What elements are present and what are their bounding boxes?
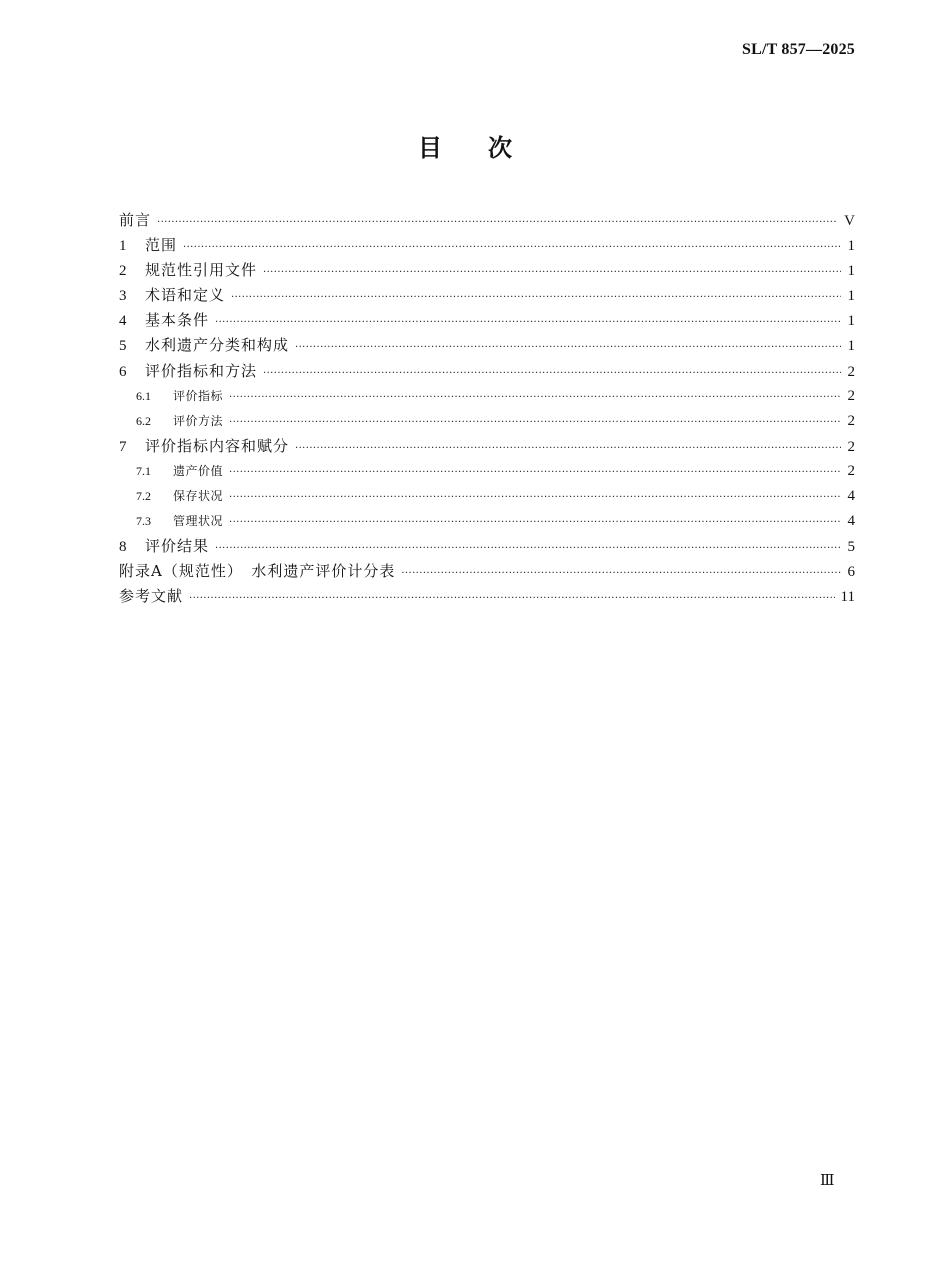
leader-dots bbox=[229, 485, 841, 510]
toc-entry-number: 7.1 bbox=[136, 463, 151, 478]
toc-entry-label: 前言 bbox=[119, 211, 152, 229]
toc-entry-label: 管理状况 bbox=[173, 514, 224, 529]
leader-dots bbox=[263, 260, 841, 285]
leader-dots bbox=[215, 310, 841, 335]
toc-entry-number: 7.3 bbox=[136, 514, 151, 529]
toc-entry-6-2[interactable] bbox=[119, 409, 855, 434]
toc-entry-7-3[interactable] bbox=[119, 509, 855, 534]
toc-entry-page: 1 bbox=[847, 263, 855, 280]
leader-dots bbox=[295, 335, 841, 360]
toc-entry-number: 6.2 bbox=[136, 413, 151, 428]
toc-entry-label: 遗产价值 bbox=[173, 463, 224, 478]
toc-entry-page: 2 bbox=[847, 387, 855, 404]
toc-entry-page: 1 bbox=[847, 338, 855, 355]
toc-entry-number: 5 bbox=[119, 338, 127, 355]
leader-dots bbox=[183, 235, 841, 260]
toc-entry-page: 2 bbox=[847, 462, 855, 479]
toc-entry-page: 2 bbox=[847, 438, 855, 455]
toc-entry-page: 1 bbox=[847, 313, 855, 330]
leader-dots bbox=[229, 385, 841, 410]
toc-entry-number: 7.2 bbox=[136, 489, 151, 504]
toc-entry-page: 4 bbox=[847, 513, 855, 530]
document-code: SL/T 857—2025 bbox=[742, 41, 855, 58]
toc-entry-2[interactable] bbox=[119, 258, 855, 283]
toc-entry-label: 评价指标和方法 bbox=[145, 361, 258, 380]
toc-entry-label: 评价指标 bbox=[173, 388, 224, 403]
toc-entry-5[interactable] bbox=[119, 333, 855, 358]
leader-dots bbox=[295, 436, 841, 461]
toc-entry-7[interactable] bbox=[119, 434, 855, 459]
table-of-contents bbox=[119, 208, 855, 610]
toc-entry-page: 1 bbox=[847, 288, 855, 305]
toc-entry-label: 范围 bbox=[145, 236, 178, 255]
toc-entry-number: 6 bbox=[119, 363, 127, 380]
toc-entry-label: 水利遗产分类和构成 bbox=[145, 336, 290, 355]
toc-entry-4[interactable] bbox=[119, 308, 855, 333]
toc-entry-page: 6 bbox=[847, 564, 855, 581]
leader-dots bbox=[189, 586, 835, 611]
toc-entry-number: 3 bbox=[119, 288, 127, 305]
leader-dots bbox=[401, 561, 841, 586]
toc-entry-label: 基本条件 bbox=[145, 311, 210, 330]
toc-entry-page: 11 bbox=[840, 589, 855, 606]
page-title: 目次 bbox=[418, 134, 558, 162]
toc-entry-number: 8 bbox=[119, 539, 127, 556]
toc-entry-foreword[interactable] bbox=[119, 208, 855, 233]
toc-entry-7-2[interactable] bbox=[119, 484, 855, 509]
toc-entry-label: 术语和定义 bbox=[145, 286, 226, 305]
leader-dots bbox=[229, 510, 841, 535]
toc-entry-label: 保存状况 bbox=[173, 489, 224, 504]
toc-entry-3[interactable] bbox=[119, 283, 855, 308]
toc-entry-number: 6.1 bbox=[136, 388, 151, 403]
toc-entry-appendix-a[interactable] bbox=[119, 559, 855, 584]
toc-entry-page: 4 bbox=[847, 488, 855, 505]
page-number: Ⅲ bbox=[820, 1173, 835, 1189]
leader-dots bbox=[157, 210, 838, 235]
leader-dots bbox=[263, 361, 841, 386]
toc-entry-label: 附录A（规范性） 水利遗产评价计分表 bbox=[119, 562, 396, 581]
toc-entry-page: V bbox=[844, 213, 855, 229]
toc-entry-page: 1 bbox=[847, 238, 855, 255]
leader-dots bbox=[229, 410, 841, 435]
leader-dots bbox=[231, 285, 841, 310]
toc-entry-number: 2 bbox=[119, 263, 127, 280]
toc-entry-page: 2 bbox=[847, 412, 855, 429]
toc-entry-8[interactable] bbox=[119, 534, 855, 559]
toc-entry-6[interactable] bbox=[119, 359, 855, 384]
toc-entry-number: 7 bbox=[119, 438, 127, 455]
toc-entry-references[interactable] bbox=[119, 584, 855, 609]
toc-entry-6-1[interactable] bbox=[119, 384, 855, 409]
toc-entry-label: 评价结果 bbox=[145, 537, 210, 556]
toc-entry-page: 5 bbox=[847, 539, 855, 556]
toc-entry-label: 评价方法 bbox=[173, 413, 224, 428]
toc-entry-number: 1 bbox=[119, 238, 127, 255]
toc-entry-7-1[interactable] bbox=[119, 459, 855, 484]
toc-entry-label: 评价指标内容和赋分 bbox=[145, 436, 290, 455]
toc-entry-label: 规范性引用文件 bbox=[145, 261, 258, 280]
leader-dots bbox=[215, 536, 841, 561]
toc-entry-page: 2 bbox=[847, 363, 855, 380]
toc-entry-1[interactable] bbox=[119, 233, 855, 258]
leader-dots bbox=[229, 460, 841, 485]
toc-entry-label: 参考文献 bbox=[119, 587, 184, 606]
toc-entry-number: 4 bbox=[119, 313, 127, 330]
